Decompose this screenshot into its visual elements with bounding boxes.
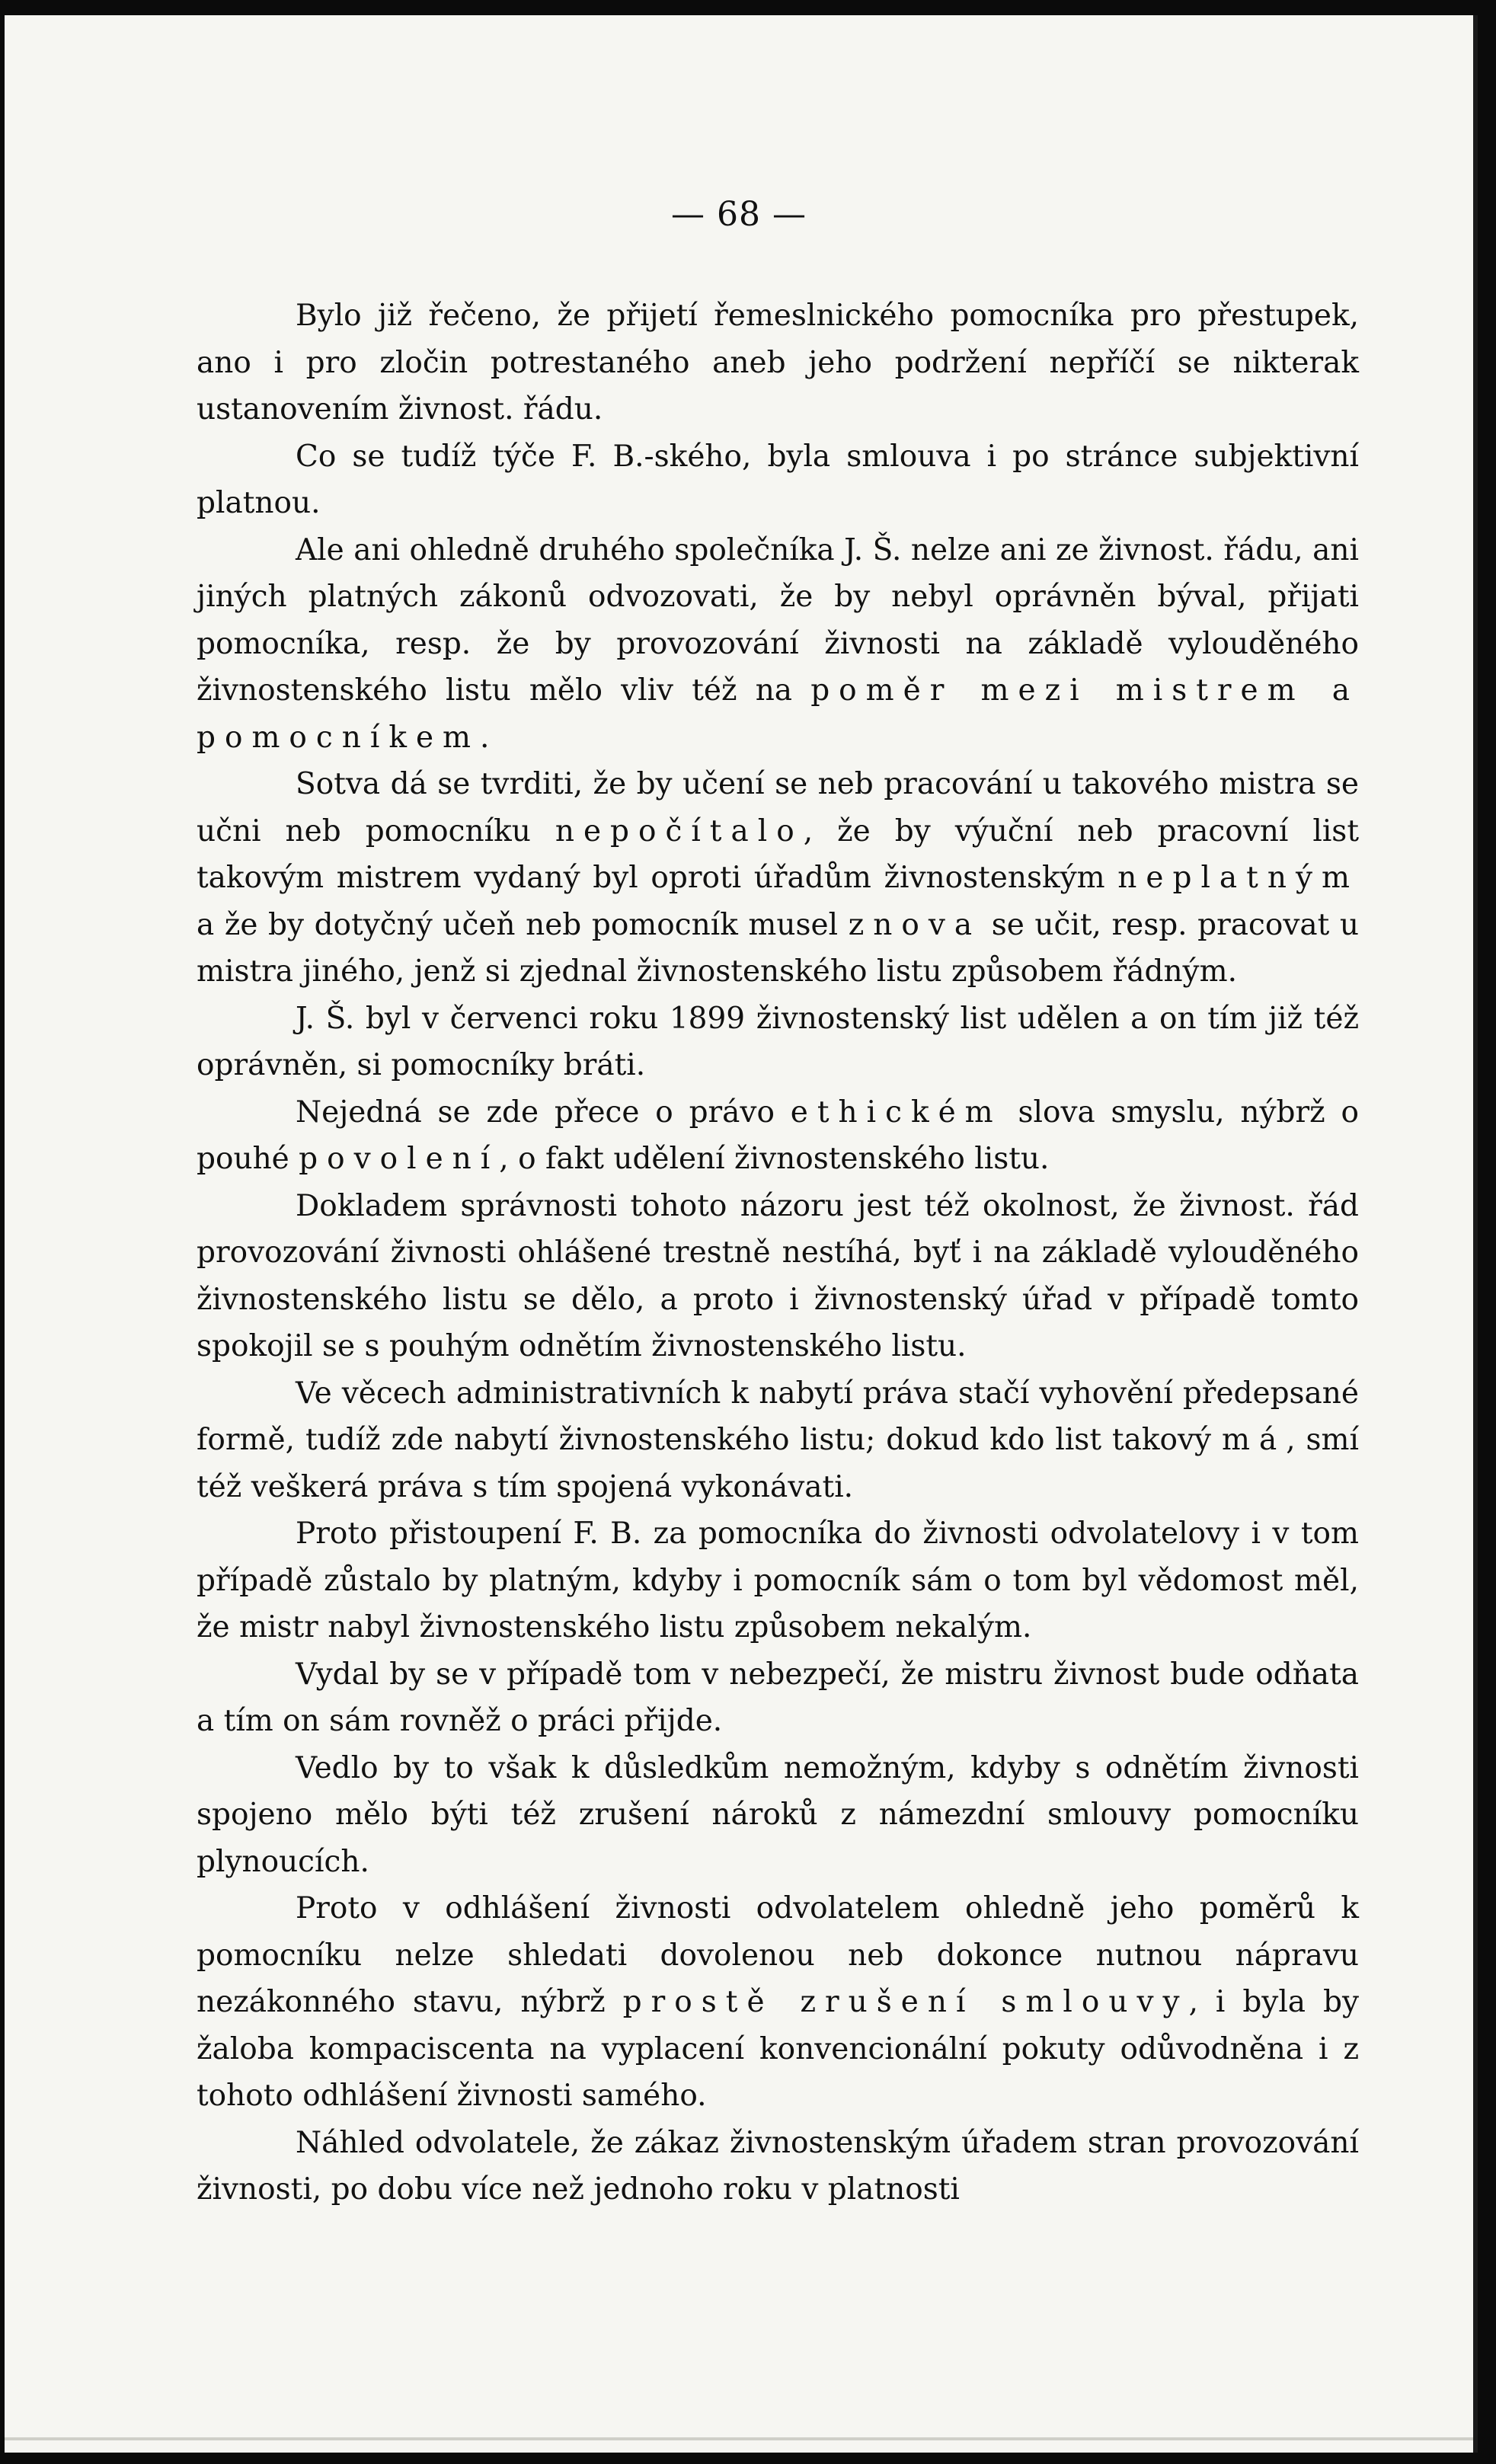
paragraph-text: , smí též veškerá práva s tím spojená vykonávati. [197,1423,1360,1504]
paragraph-text: a že by dotyčný učeň neb pomocník musel [197,907,849,942]
paragraph-text: Proto v odhlášení živnosti odvolatelem ohledně jeho poměrů k pomocníku nelze shledati dovolenou neb dokonce nutnou nápravu nezákonného stavu, nýbrž [197,1891,1359,2019]
paragraph [197,996,1359,1089]
paragraph [197,1183,1359,1370]
paragraph [197,292,1359,433]
spaced-emphasis-text: poměr mezi mistrem a pomocníkem [197,673,1359,755]
spaced-emphasis-text: prostě zrušení smlouvy [622,1985,1189,2019]
page-number: — 68 — [671,195,807,234]
paragraph-text: Vydal by se v případě tom v nebezpečí, že mistru živnost bude odňata a tím on sám rovněž o práci přijde. [197,1657,1359,1738]
spaced-emphasis-text: nepočítalo [555,813,804,848]
paragraph [197,1370,1359,1511]
scanned-page [5,15,1478,2453]
paragraph-text: , o fakt udělení živnostenského listu. [499,1142,1050,1176]
paragraph-text: Náhled odvolatele, že zákaz živnostenským úřadem stran provozování živnosti, po dobu více než jednoho roku v platnosti [197,2125,1359,2207]
paragraph [197,761,1359,996]
paragraph [197,1745,1359,1886]
paragraph-text: . [480,720,490,755]
spaced-emphasis-text: má [1221,1423,1287,1457]
paragraph [197,527,1359,762]
paragraph [197,433,1359,527]
paragraph [197,1651,1359,1745]
paragraph-text: Nejedná se zde přece o právo [296,1095,791,1130]
paragraph-text: Co se tudíž týče F. B.-ského, byla smlouva i po stránce subjektivní platnou. [197,439,1359,520]
paragraph [197,1885,1359,2120]
paragraph-text: Vedlo by to však k důsledkům nemožným, kdyby s odnětím živnosti spojeno mělo býti též zrušení nároků z námezdní smlouvy pomocníku plynoucích. [197,1750,1359,1879]
spaced-emphasis-text: neplatným [1117,861,1359,895]
paragraph [197,1089,1359,1183]
bottom-rule [5,2437,1473,2440]
spaced-emphasis-text: povolení [299,1142,500,1176]
spaced-emphasis-text: ethickém [790,1095,1002,1130]
spaced-emphasis-text: znova [848,907,982,942]
paragraph-text: , i byla by žaloba kompaciscenta na vyplacení konvencionální pokuty odůvodněna i z tohoto odhlášení živnosti samého. [197,1985,1359,2113]
text-body [197,292,1359,2213]
paragraph-text: Sotva dá se tvrditi, že by učení se neb pracování u takového mistra se učni neb pomocníku [197,767,1359,848]
paragraph-text: , že by výuční neb pracovní list takovým mistrem vydaný byl oproti úřadům živnostenským [197,813,1359,895]
paragraph [197,2120,1359,2213]
paragraph-text: Ve věcech administrativních k nabytí práva stačí vyhovění předepsané formě, tudíž zde nabytí živnostenského listu; dokud kdo list takový [197,1376,1359,1457]
paragraph [197,1510,1359,1651]
paragraph-text: Bylo již řečeno, že přijetí řemeslnického pomocníka pro přestupek, ano i pro zločin potrestaného aneb jeho podržení nepříčí se nikterak ustanovením živnost. řádu. [197,299,1359,427]
paragraph-text: se učit, resp. pracovat u mistra jiného, jenž si zjednal živnostenského listu způsobem řádným. [197,907,1360,989]
paragraph-text: slova smyslu, nýbrž o pouhé [197,1095,1360,1176]
paragraph-text: Proto přistoupení F. B. za pomocníka do živnosti odvolatelovy i v tom případě zůstalo by platným, kdyby i pomocník sám o tom byl vědomost měl, že mistr nabyl živnostenského listu způsobem nekalým. [197,1516,1359,1644]
paragraph-text: Ale ani ohledně druhého společníka J. Š. nelze ani ze živnost. řádu, ani jiných platných zákonů odvozovati, že by nebyl oprávněn býval, přijati pomocníka, resp. že by provozování živnosti na základě vylouděného živnostenského listu mělo vliv též na [197,532,1359,708]
paragraph-text: J. Š. byl v červenci roku 1899 živnostenský list udělen a on tím již též oprávněn, si pomocníky bráti. [197,1001,1359,1082]
paragraph-text: Dokladem správnosti tohoto názoru jest též okolnost, že živnost. řád provozování živnosti ohlášené trestně nestíhá, byť i na základě vylouděného živnostenského listu se dělo, a proto i živnostenský úřad v případě tomto spokojil se s pouhým odnětím živnostenského listu. [197,1188,1359,1363]
